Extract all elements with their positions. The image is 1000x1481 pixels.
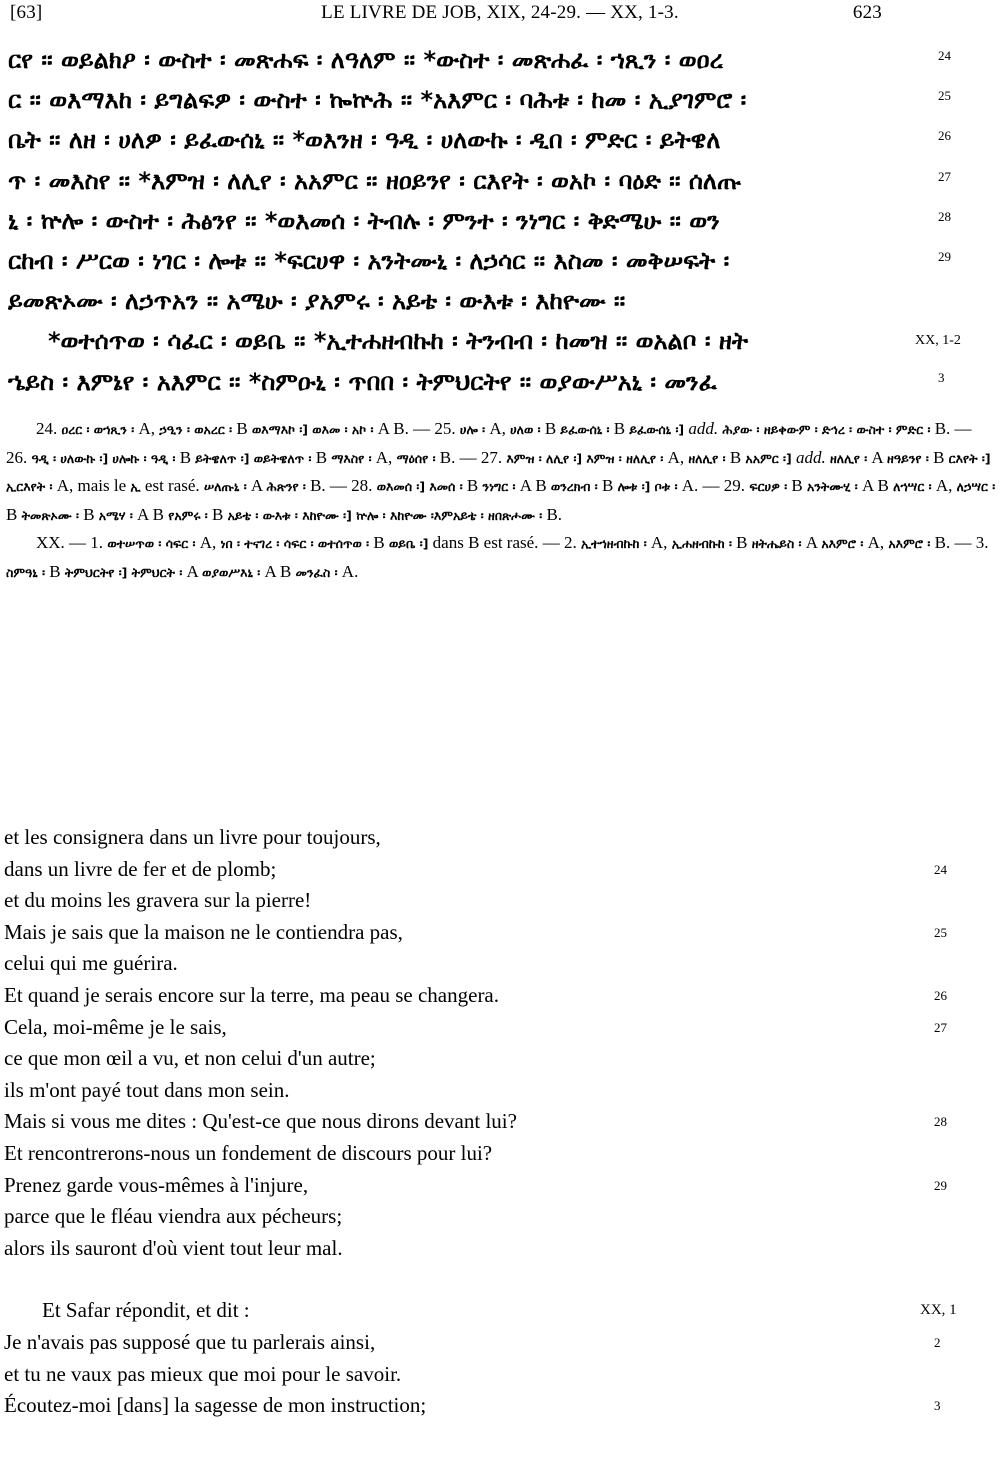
apparatus-geez-reading: ሠለጡኒ ፡ <box>203 479 247 494</box>
apparatus-text: A <box>867 447 887 467</box>
geez-line <box>0 321 1000 361</box>
translation-line <box>0 1075 1000 1107</box>
translation-line-text: Mais si vous me dites : Qu'est-ce que nous dirons devant lui? <box>4 1109 517 1134</box>
apparatus-geez-reading: ሕጽንየ ፡ <box>266 479 306 494</box>
apparatus-geez-reading: ትምህርት ፡ <box>131 564 183 580</box>
apparatus-text: XX. — 1. <box>36 533 108 552</box>
apparatus-italic-note: add. <box>684 419 723 438</box>
apparatus-text: 24. <box>36 419 62 438</box>
geez-line-text: ርከብ ፡ ሥርወ ፡ ነገር ፡ ሎቱ ፡፡ *ፍርሀዋ ፡ አንትሙኒ ፡ ለኃሳር ፡፡ እስመ ፡ መቅሠፍት ፡ <box>8 246 730 275</box>
apparatus-geez-reading: ይፈውሰኒ ፡] <box>629 422 685 437</box>
verse-number: 26 <box>938 128 951 144</box>
verse-number: 27 <box>934 1019 947 1035</box>
translation-line-text: dans un livre de fer et de plomb; <box>4 856 277 881</box>
translation-line <box>0 1233 1000 1265</box>
translation-line <box>0 854 1000 886</box>
apparatus-geez-reading: ሎቱ ፡] <box>617 479 651 494</box>
apparatus-geez-reading: እመሰ ፡ <box>429 479 463 494</box>
apparatus-text: B. — 3. <box>930 533 989 552</box>
translation-line-text: Et Safar répondit, et dit : <box>42 1298 250 1323</box>
apparatus-geez-reading: እየት ፡ <box>23 479 53 494</box>
apparatus-geez-reading: ርእየት ፡] <box>948 450 991 466</box>
apparatus-text: A, <box>646 533 672 552</box>
apparatus-text: est rasé. <box>140 476 204 495</box>
apparatus-geez-reading: ትምህርትየ ፡] <box>64 564 128 580</box>
geez-line <box>0 40 1000 80</box>
apparatus-text: B <box>928 447 949 467</box>
verse-number: 26 <box>934 987 947 1003</box>
apparatus-geez-reading: ወእመሰ ፡] <box>376 479 426 494</box>
apparatus-geez-reading: ሀሎ ፡ <box>459 422 486 437</box>
apparatus-geez-reading: አንትሙሂ ፡ <box>807 479 858 494</box>
critical-apparatus <box>6 415 996 586</box>
apparatus-geez-reading: አእምሮ ፡ <box>888 536 931 551</box>
apparatus-geez-reading: ኢ <box>130 479 141 494</box>
geez-line <box>0 120 1000 160</box>
apparatus-geez-reading: ሀሎኩ ፡ ዓዲ ፡ <box>112 450 176 466</box>
translation-line-text: Je n'avais pas supposé que tu parlerais ainsi, <box>4 1329 376 1354</box>
french-translation-block <box>0 822 1000 1422</box>
geez-line-text: ኄይስ ፡ እምኔየ ፡ አእምር ፡፡ *ስምዑኒ ፡ ጥበበ ፡ ትምህርትየ ፡፡ ወያውሥአኒ ፡ መንፈ <box>8 367 717 396</box>
apparatus-text: A B <box>132 504 169 524</box>
translation-line-text: et du moins les gravera sur la pierre! <box>4 888 312 913</box>
apparatus-text: B <box>45 561 65 581</box>
apparatus-text: — 2. <box>538 533 581 552</box>
apparatus-geez-reading: ኵሎ ፡ እከዮሙ ፡ <box>356 507 434 523</box>
apparatus-chapter-xix <box>6 415 996 529</box>
apparatus-text: A B <box>260 561 296 581</box>
translation-line <box>0 980 1000 1012</box>
geez-line <box>0 362 1000 402</box>
apparatus-geez-reading: እምአይቴ ፡ ዘበጽሖሙ ፡ <box>433 507 543 523</box>
apparatus-geez-reading: ወእመ ፡ አኮ ፡ <box>312 422 374 437</box>
apparatus-text: A, <box>195 533 221 552</box>
verse-number: 29 <box>938 248 951 264</box>
apparatus-geez-reading: ቦቱ ፡ <box>654 479 678 494</box>
apparatus-geez-reading: ር ፡ <box>981 479 996 494</box>
geez-line <box>0 241 1000 281</box>
section-gap <box>0 1264 1000 1295</box>
apparatus-geez-reading: ወያወሥእኒ ፡ <box>202 564 261 580</box>
translation-line <box>0 917 1000 949</box>
translation-line-text: et les consignera dans un livre pour toujours, <box>4 825 381 849</box>
geez-line-text: ር ፡፡ ወእማእከ ፡ ይግልፍዎ ፡ ውስተ ፡ ኰኵሕ ፡፡ *አእምር ፡ ባሕቱ ፡ ከመ ፡ ኢያገምሮ ፡ <box>8 86 747 115</box>
apparatus-geez-reading: ለኃሣ <box>956 479 982 494</box>
apparatus-geez-reading: ንነግር ፡ <box>482 479 516 494</box>
translation-line-text: Et quand je serais encore sur la terre, ma peau se changera. <box>4 982 500 1007</box>
apparatus-geez-reading: ለሊየ ፡] <box>546 450 583 466</box>
geez-line <box>0 161 1000 201</box>
translation-line <box>0 1295 1000 1327</box>
verse-number: 25 <box>934 924 947 940</box>
translation-line-text: Mais je sais que la maison ne le contiendra pas, <box>4 919 403 944</box>
running-title: LE LIVRE DE JOB, XIX, 24-29. — XX, 1-3. <box>321 2 679 23</box>
geez-line-text: *ወተሰጥወ ፡ ሳፈር ፡ ወይቤ ፡፡ *ኢተሐዘብኩከ ፡ ትንብብ ፡ ከመዝ ፡፡ ወአልቦ ፡ ዘት <box>48 327 749 356</box>
verse-number: 24 <box>938 48 951 63</box>
translation-line-text: parce que le fléau viendra aux pécheurs; <box>4 1204 343 1229</box>
apparatus-text: A <box>182 561 203 581</box>
apparatus-geez-reading: መንፈስ ፡ <box>295 564 338 580</box>
translation-line <box>0 1106 1000 1138</box>
apparatus-text: B <box>597 476 618 495</box>
geez-line <box>0 281 1000 321</box>
verse-number: 29 <box>934 1177 947 1193</box>
apparatus-text: A, <box>931 476 957 495</box>
apparatus-geez-reading: ፍርሀዎ ፡ <box>749 479 788 494</box>
translation-line-text: et tu ne vaux pas mieux que moi pour le savoir. <box>4 1361 402 1386</box>
geez-line <box>0 80 1000 120</box>
apparatus-text: B <box>78 504 99 524</box>
geez-line-text: ጥ ፡ መእስየ ፡፡ *እምዝ ፡ ለሊየ ፡ አአምር ፡፡ ዘዐይንየ ፡ ርእየት ፡ ወአኮ ፡ ባዕድ ፡፡ ሰለጡ <box>8 166 742 195</box>
apparatus-geez-reading: ዘዓይንየ ፡ <box>887 450 929 466</box>
verse-number: 3 <box>934 1398 941 1414</box>
apparatus-text: B <box>311 447 332 467</box>
translation-line <box>0 1012 1000 1044</box>
translation-line <box>0 1043 1000 1075</box>
apparatus-text: A, mais le <box>52 476 131 495</box>
translation-line-text: ils m'ont payé tout dans mon sein. <box>4 1077 290 1102</box>
apparatus-geez-reading: ዘትሔይስ ፡ <box>751 536 802 551</box>
translation-line <box>0 1390 1000 1422</box>
apparatus-text: A <box>801 533 822 552</box>
verse-number: 25 <box>938 88 951 104</box>
apparatus-geez-reading: እምዝ ፡ ዘለሊየ ፡ <box>586 450 664 466</box>
apparatus-text: B <box>207 504 228 524</box>
apparatus-geez-reading: ይትዌለጥ ፡] <box>195 450 250 466</box>
apparatus-text: A B <box>515 476 551 495</box>
page-number: 623 <box>852 2 882 23</box>
apparatus-text: A. <box>337 561 359 581</box>
apparatus-text: A, <box>863 533 889 552</box>
apparatus-text: B <box>369 533 389 552</box>
apparatus-text: B. — 26. <box>6 419 972 467</box>
apparatus-text: B <box>462 476 483 495</box>
apparatus-text: A. — 29. <box>677 476 750 495</box>
verse-number: 28 <box>938 208 951 224</box>
apparatus-geez-reading: ወተሠጥወ ፡ ሳፍር ፡ <box>107 536 196 551</box>
apparatus-text: B <box>232 419 252 438</box>
apparatus-geez-reading: ስምዓኒ ፡ <box>6 564 46 580</box>
apparatus-geez-reading: ማእስየ ፡ <box>331 450 372 466</box>
apparatus-text: B <box>787 476 807 495</box>
translation-line-text: Et rencontrerons-nous un fondement de discours pour lui? <box>4 1140 493 1165</box>
translation-line <box>0 1170 1000 1202</box>
apparatus-geez-reading: አይቴ ፡ ውእቱ ፡ እከዮሙ ፡] <box>227 507 352 523</box>
translation-line-text: alors ils sauront d'où vient tout leur mal. <box>4 1235 343 1260</box>
apparatus-text: B <box>175 447 196 467</box>
apparatus-text: B <box>731 533 752 552</box>
apparatus-geez-reading: አአምር ፡] <box>745 450 792 466</box>
apparatus-geez-reading: ሕያው ፡ ዘይቀውም ፡ ድኅረ ፡ ውስተ ፡ ምድር ፡ <box>722 422 931 437</box>
apparatus-text: A, <box>371 447 397 467</box>
translation-line <box>0 1138 1000 1170</box>
apparatus-geez-reading: ነበ ፡ ተናገረ ፡ ሳፍር ፡ ወተሰጥወ ፡ <box>220 536 370 551</box>
apparatus-text: B. — 28. <box>305 476 377 495</box>
apparatus-text: B <box>6 504 22 524</box>
apparatus-geez-reading: ኢር <box>6 479 24 494</box>
apparatus-text: B <box>725 447 746 467</box>
apparatus-geez-reading: አእምሮ ፡ <box>821 536 864 551</box>
apparatus-geez-reading: ኢሐዘብኩከ ፡ <box>671 536 732 551</box>
verse-number: 27 <box>938 168 951 184</box>
apparatus-geez-reading: የአምሩ ፡ <box>168 507 208 523</box>
verse-number: XX, 1-2 <box>915 333 961 349</box>
translation-line <box>0 822 1000 854</box>
apparatus-chapter-xx <box>6 529 996 586</box>
apparatus-geez-reading: ለኀሣር ፡ <box>893 479 932 494</box>
apparatus-geez-reading: ዘለሊየ ፡ <box>688 450 726 466</box>
translation-line <box>0 885 1000 917</box>
geez-text-block <box>0 40 1000 402</box>
apparatus-geez-reading: እምዝ ፡ <box>506 450 542 466</box>
apparatus-geez-reading: ወንረክብ ፡ <box>550 479 598 494</box>
apparatus-geez-reading: ዓዲ ፡ <box>31 450 57 466</box>
apparatus-geez-reading: ሀለወ ፡ <box>510 422 541 437</box>
apparatus-geez-reading: ዘለሊየ ፡ <box>829 450 868 466</box>
apparatus-text: A <box>246 476 267 495</box>
apparatus-geez-reading: ወእማእኮ ፡] <box>251 422 309 437</box>
apparatus-geez-reading: ወይትዌለጥ ፡ <box>253 450 312 466</box>
apparatus-text: A, <box>485 419 511 438</box>
translation-line-text: Prenez garde vous-mêmes à l'injure, <box>4 1172 309 1197</box>
geez-line-text: ርየ ፡፡ ወይልክዖ ፡ ውስተ ፡ መጽሐፍ ፡ ለዓለም ፡፡ *ውስተ ፡ መጽሐፈ ፡ ኀጺን ፡ ወዐረ <box>8 46 724 74</box>
translation-line <box>0 1327 1000 1359</box>
translation-line <box>0 948 1000 980</box>
apparatus-text: B. <box>542 504 563 524</box>
running-header <box>0 0 1000 26</box>
apparatus-geez-reading: ዐረር ፡ ወኀጺን ፡ <box>61 422 135 437</box>
apparatus-text: A, <box>663 447 689 467</box>
apparatus-text: dans B est rasé. <box>428 533 539 552</box>
verse-number: 3 <box>938 369 945 385</box>
translation-line <box>0 1201 1000 1233</box>
geez-line <box>0 201 1000 241</box>
apparatus-text: B <box>609 419 630 438</box>
verse-number: 28 <box>934 1114 947 1130</box>
geez-line-text: ይመጽኦሙ ፡ ለኃጥአን ፡፡ አሜሁ ፡ ያአምሩ ፡ አይቴ ፡ ውእቱ ፡ እከዮሙ ፡፡ <box>8 287 626 316</box>
translation-line <box>0 1359 1000 1391</box>
apparatus-italic-note: add. <box>791 447 830 467</box>
apparatus-text: B <box>540 419 561 438</box>
verse-number: 24 <box>934 861 947 877</box>
folio-bracket-number: [63] <box>10 2 43 23</box>
apparatus-text: B. — 27. <box>435 447 507 467</box>
verse-number: XX, 1 <box>920 1302 957 1319</box>
translation-line-text: celui qui me guérira. <box>4 951 178 976</box>
translation-line-text: Écoutez-moi [dans] la sagesse de mon instruction; <box>4 1393 427 1418</box>
geez-line-text: ኒ ፡ ኵሎ ፡ ውስተ ፡ ሕፅንየ ፡፡ *ወእመሰ ፡ ትብሉ ፡ ምንተ ፡ ንነግር ፡ ቅድሜሁ ፡፡ ወን <box>8 206 720 235</box>
apparatus-geez-reading: አሜሃ ፡ <box>98 507 133 523</box>
translation-line-text: Cela, moi-même je le sais, <box>4 1014 227 1039</box>
apparatus-text: A B. — 25. <box>373 419 460 438</box>
verse-number: 2 <box>934 1334 941 1350</box>
apparatus-geez-reading: ትመጽኦሙ ፡ <box>21 507 79 523</box>
apparatus-geez-reading: ኢተኀዘብኩከ ፡ <box>580 536 647 551</box>
geez-line-text: ቤት ፡፡ ለዘ ፡ ሀለዎ ፡ ይፈውሰኒ ፡፡ *ወእንዘ ፡ ዓዲ ፡ ሀለውኩ ፡ ዲበ ፡ ምድር ፡ ይትዌለ <box>8 126 721 155</box>
apparatus-geez-reading: ወይቤ ፡] <box>388 536 429 551</box>
apparatus-text: A B <box>857 476 894 495</box>
apparatus-geez-reading: ኃዒን ፡ ወአረር ፡ <box>159 422 233 437</box>
apparatus-geez-reading: ማዕሰየ ፡ <box>396 450 436 466</box>
translation-line-text: ce que mon œil a vu, et non celui d'un autre; <box>4 1046 376 1071</box>
apparatus-geez-reading: ይፈውሰኒ ፡ <box>560 422 610 437</box>
apparatus-text: A, <box>134 419 160 438</box>
apparatus-geez-reading: ሀለውኩ ፡] <box>60 450 109 466</box>
